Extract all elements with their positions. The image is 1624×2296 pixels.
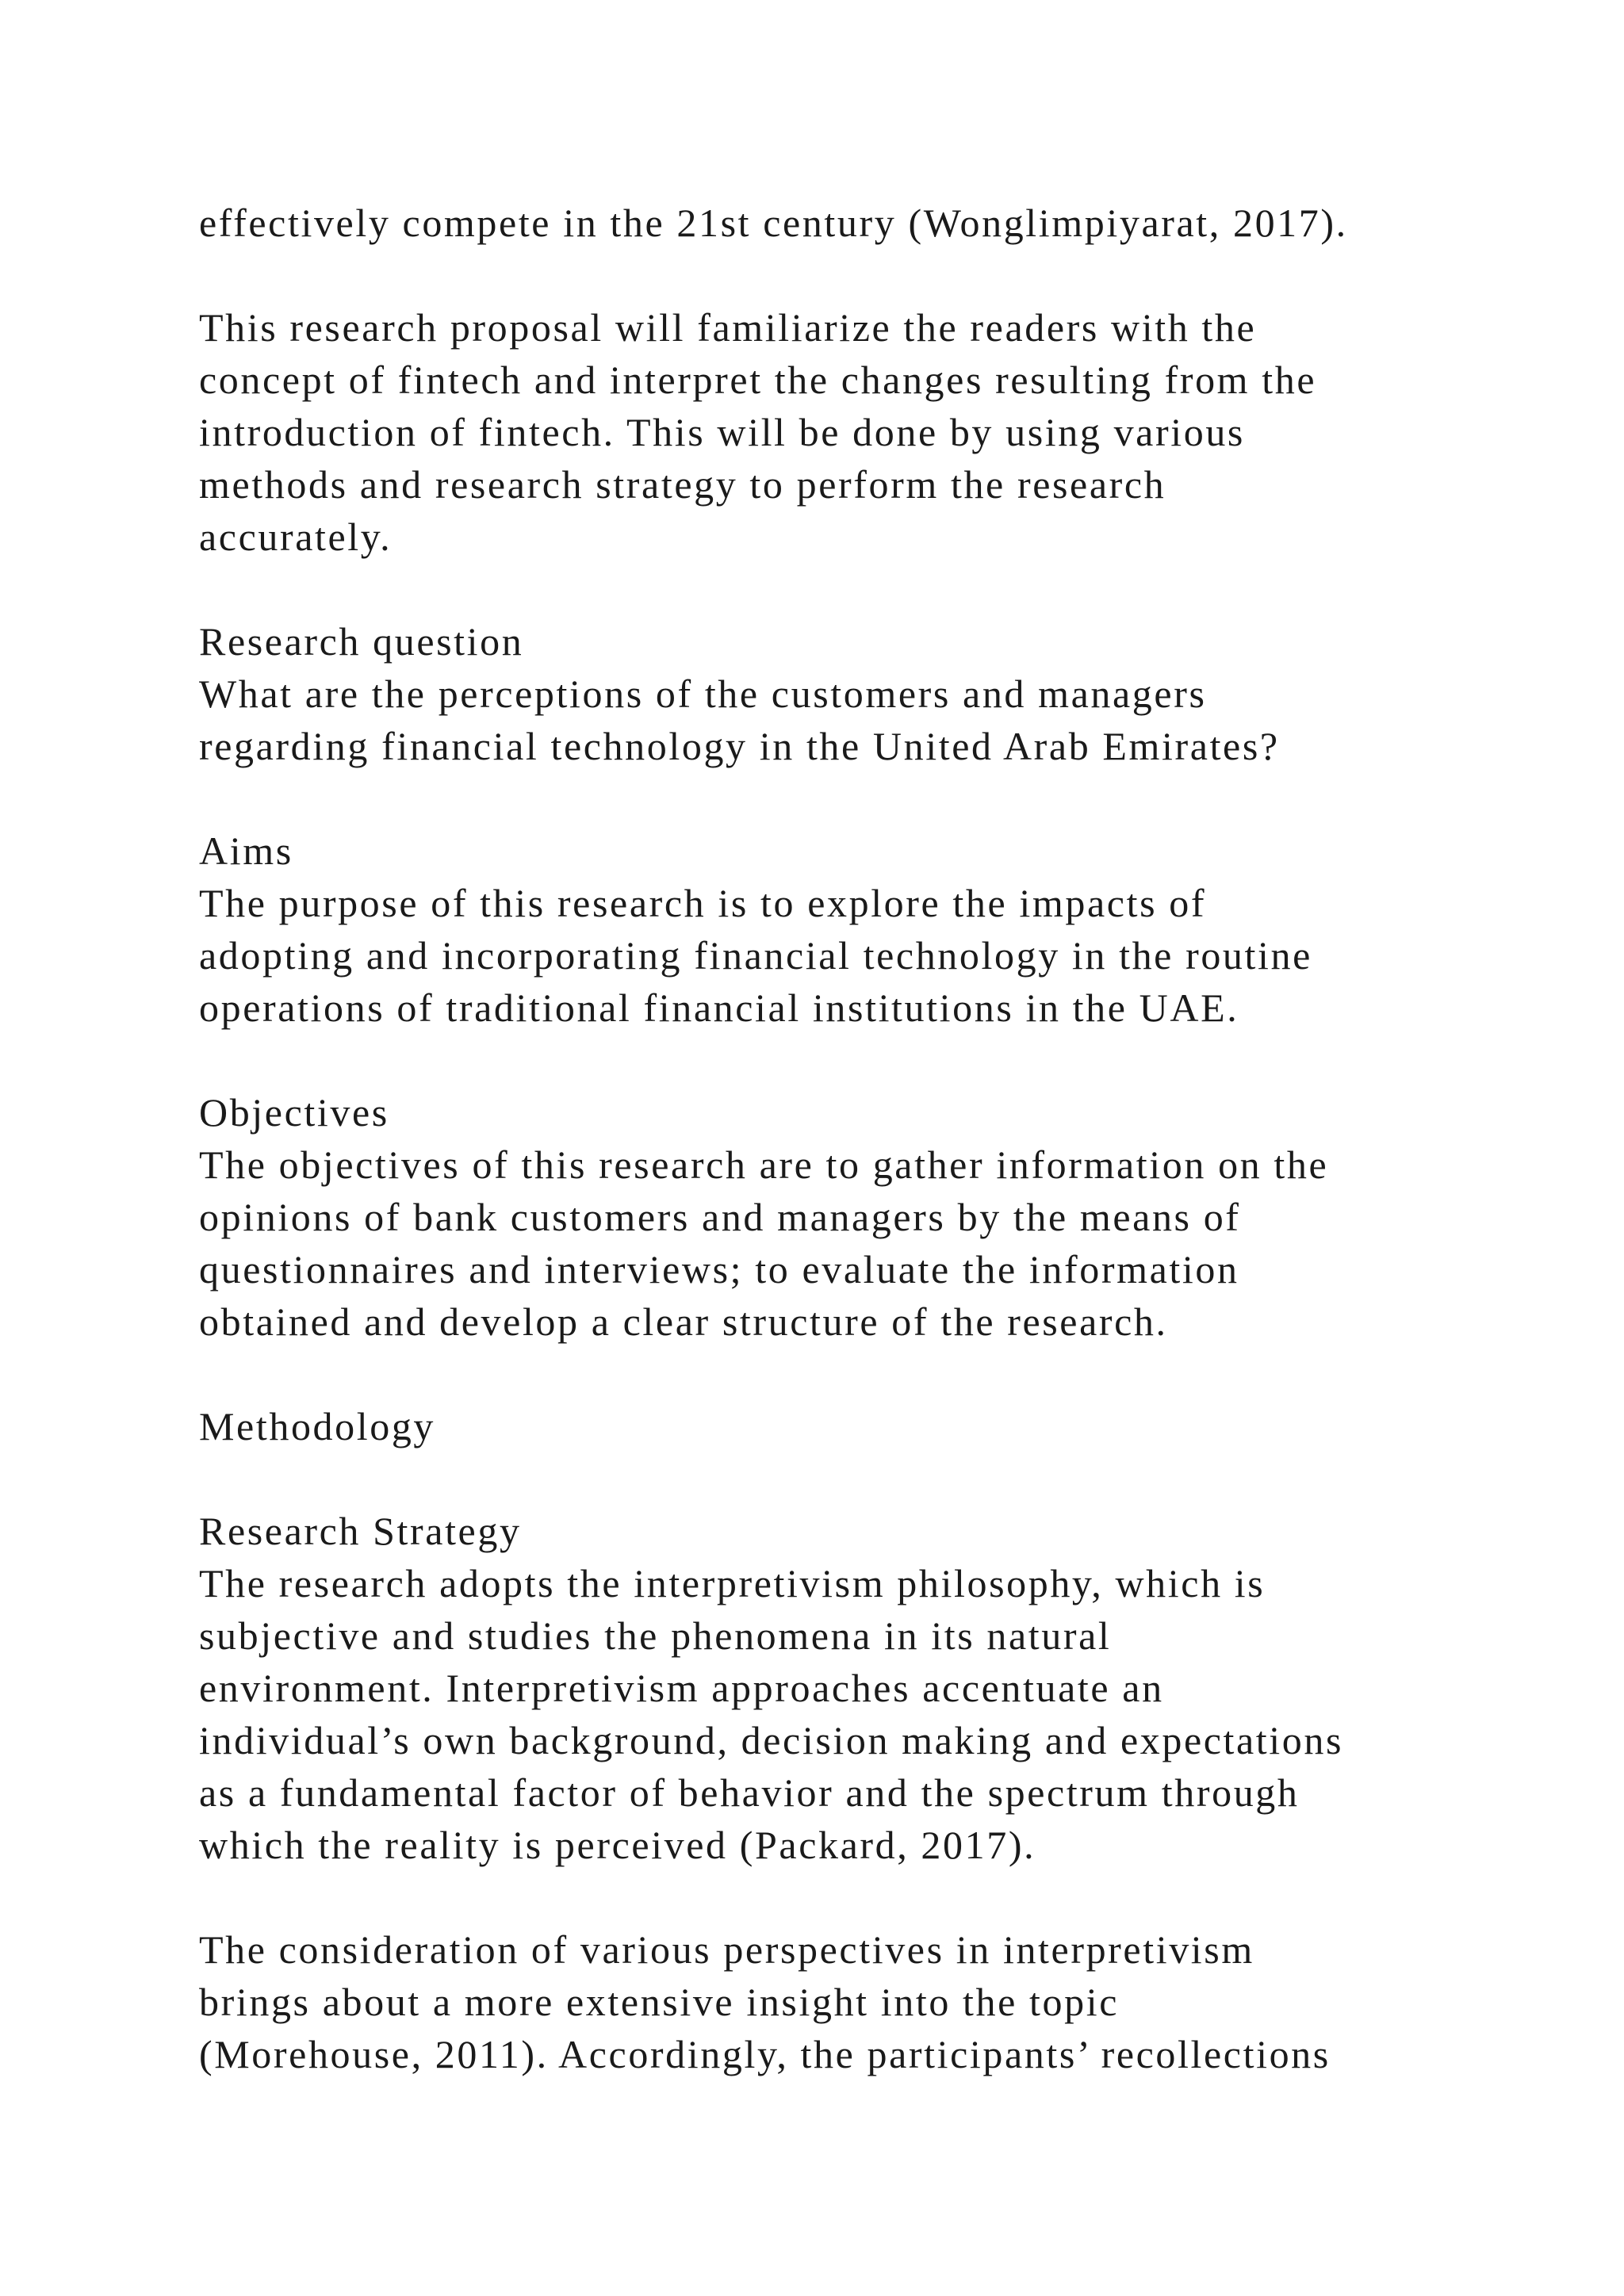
section-heading-research-strategy: Research Strategy — [199, 1509, 522, 1553]
text-line: The consideration of various perspectives in interpretivism — [199, 1927, 1254, 1972]
text-line: regarding financial technology in the United Arab Emirates? — [199, 724, 1280, 768]
text-line: questionnaires and interviews; to evaluate the information — [199, 1247, 1239, 1292]
text-line: as a fundamental factor of behavior and the spectrum through — [199, 1770, 1300, 1815]
text-line: operations of traditional financial institutions in the UAE. — [199, 985, 1239, 1030]
text-line: environment. Interpretivism approaches accentuate an — [199, 1666, 1164, 1710]
blank-line — [199, 563, 1547, 615]
text-line: which the reality is perceived (Packard, 2017). — [199, 1823, 1036, 1867]
document-body — [199, 197, 1547, 2080]
text-line: (Morehouse, 2011). Accordingly, the participants’ recollections — [199, 2032, 1331, 2076]
section-heading-aims: Aims — [199, 828, 293, 873]
text-line: brings about a more extensive insight into the topic — [199, 1980, 1120, 2024]
section-heading-methodology: Methodology — [199, 1404, 436, 1448]
text-line: The research adopts the interpretivism philosophy, which is — [199, 1561, 1266, 1605]
blank-line — [199, 249, 1547, 301]
text-line: individual’s own background, decision making and expectations — [199, 1718, 1344, 1762]
blank-line — [199, 1348, 1547, 1400]
blank-line — [199, 772, 1547, 825]
blank-line — [199, 1452, 1547, 1505]
section-heading-objectives: Objectives — [199, 1090, 389, 1135]
text-line: concept of fintech and interpret the changes resulting from the — [199, 358, 1317, 402]
text-line: subjective and studies the phenomena in its natural — [199, 1613, 1112, 1658]
text-line: obtained and develop a clear structure of the research. — [199, 1299, 1168, 1344]
text-line: This research proposal will familiarize the readers with the — [199, 305, 1257, 350]
blank-line — [199, 1871, 1547, 1923]
text-line: adopting and incorporating financial technology in the routine — [199, 933, 1312, 978]
text-line: The purpose of this research is to explore the impacts of — [199, 881, 1207, 925]
blank-line — [199, 1034, 1547, 1086]
text-line: opinions of bank customers and managers by the means of — [199, 1195, 1241, 1239]
text-line: What are the perceptions of the customers and managers — [199, 672, 1207, 716]
text-line: accurately. — [199, 515, 393, 559]
text-line: The objectives of this research are to gather information on the — [199, 1142, 1329, 1187]
section-heading-research-question: Research question — [199, 619, 524, 664]
text-line: effectively compete in the 21st century (Wonglimpiyarat, 2017). — [199, 201, 1348, 245]
text-line: introduction of fintech. This will be done by using various — [199, 410, 1245, 454]
text-line: methods and research strategy to perform the research — [199, 462, 1166, 507]
